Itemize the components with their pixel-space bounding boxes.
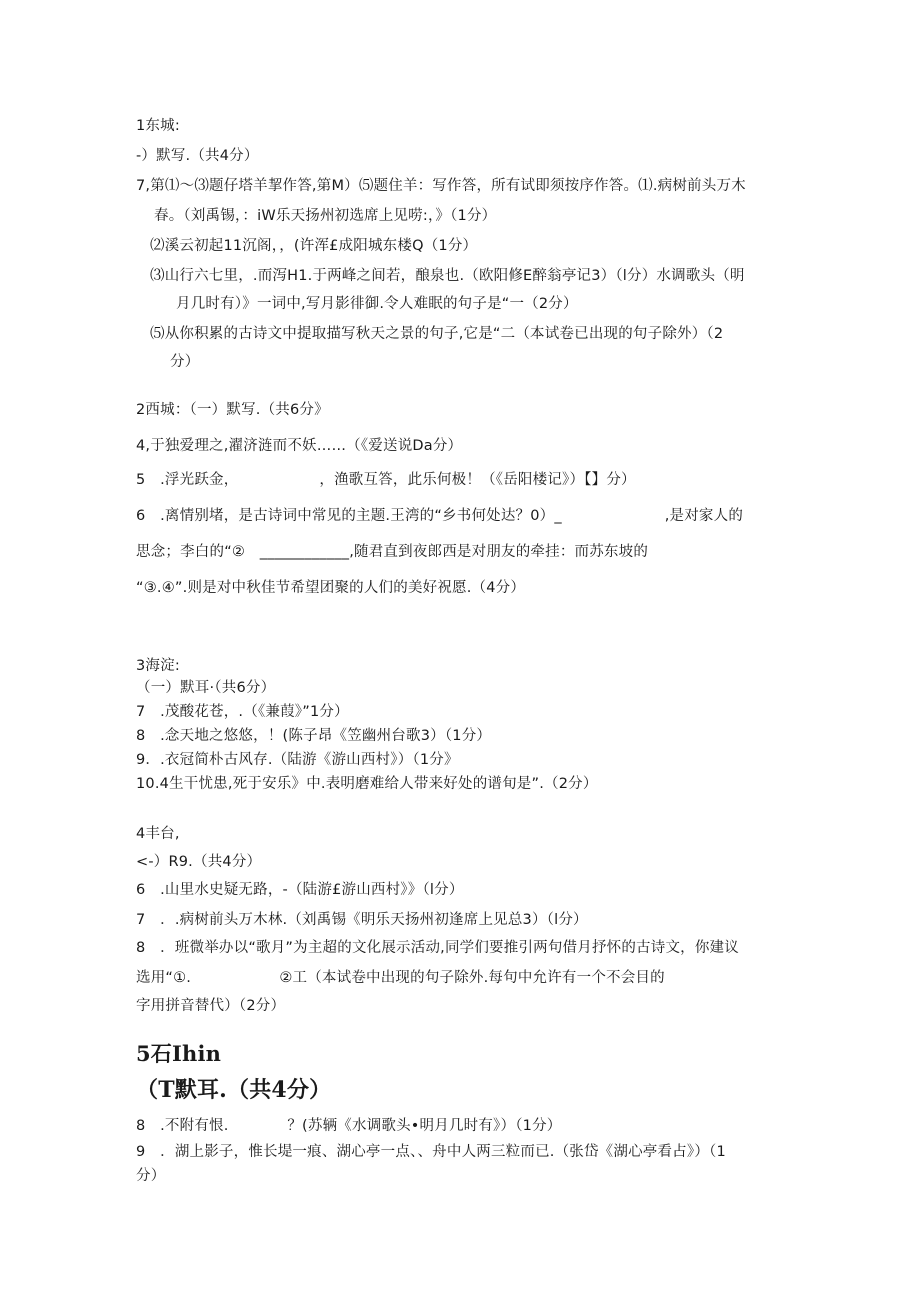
question-text: 4,于独爱理之,濯济涟而不妖……（《爱送说Da分）: [136, 438, 463, 454]
section-4-heading: 4丰台,: [136, 826, 180, 842]
question-text: 6 .离情别堵，是古诗词中常见的主题.王湾的“乡书何处达？0）_ ,是对家人的: [136, 508, 744, 524]
question-text: 7 ．.病树前头万木林.（刘禹锡《明乐天扬州初逢席上见总3）（l分）: [136, 912, 588, 928]
question-text: 6 .山里水史疑无路，-（陆游£游山西村》》（l分）: [136, 882, 464, 898]
question-text: 9．.衣冠简朴古风存.（陆游《游山西村》）（1分》: [136, 752, 459, 768]
question-text: 8 .不附有恨. ？(苏辆《水调歌头•明月几时有》）（1分）: [136, 1118, 562, 1134]
question-text: 7 .茂酸花苍，.（《兼葭》”1分）: [136, 704, 349, 720]
section-1-subheading: -）默写.（共4分）: [136, 148, 259, 164]
section-4-subheading: <-）R9.（共4分）: [136, 854, 262, 870]
question-text: 分）: [170, 354, 200, 370]
question-text: 思念；李白的“② ____________,随君直到夜郎西是对朋友的牵挂：而苏东坡的: [136, 544, 649, 560]
question-text: ⑸从你积累的古诗文中提取描写秋天之景的句子,它是“二（本试卷已出现的句子除外）（2: [150, 326, 724, 342]
question-text: ⑶山行六七里，.而泻H1.于两峰之间若，酿泉也.（欧阳修E醉翁亭记3）（l分）水调歌头（明: [150, 268, 745, 284]
section-2-heading: 2西城：（一）默写.（共6分》: [136, 402, 329, 418]
question-text: 字用拼音替代）（2分）: [136, 998, 286, 1014]
question-text: 选用“①. ②工（本试卷中出现的句子除外.每句中允许有一个不会目的: [136, 970, 665, 986]
question-text: 10.4生干忧患,死于安乐》中.表明磨难给人带来好处的谱旬是”.（2分）: [136, 776, 598, 792]
question-text: 9 ．湖上影子，惟长堤一痕、湖心亭一点、、舟中人两三粒而已.（张岱《湖心亭看占》）（1: [136, 1144, 726, 1160]
question-text: 8 .念天地之悠悠，！(陈子昂《笠幽州台歌3）（1分）: [136, 728, 492, 744]
question-text: 7,第⑴〜⑶题仔塔羊挈作答,第M）⑸题住羊：写作答，所有试即须按序作答。⑴.病树前头万木: [136, 178, 746, 194]
section-1-heading: 1东城:: [136, 118, 180, 134]
section-3-subheading: （一）默耳·（共6分）: [136, 680, 276, 696]
question-text: “③.④”.则是对中秋佳节希望团聚的人们的美好祝愿.（4分）: [136, 580, 526, 596]
question-text: 月几时有）》一词中,写月影徘御.令人难眠的句子是“一（2分）: [176, 296, 578, 312]
section-5-subheading: （T默耳.（共4分）: [136, 1077, 332, 1103]
question-text: 8 ．班微举办以“歌月”为主超的文化展示活动,同学们要推引两句借月抒怀的古诗文，你建议: [136, 940, 739, 956]
question-text: 分）: [136, 1168, 166, 1184]
section-5-heading: 5石Ihin: [136, 1041, 222, 1066]
section-3-heading: 3海淀:: [136, 658, 180, 674]
question-text: ⑵溪云初起11沉阁，，(许浑£成阳城东楼Q（1分）: [150, 238, 478, 254]
question-text: 5 .浮光跃金， ，渔歌互答，此乐何极！（《岳阳楼记》）【】分）: [136, 472, 636, 488]
question-text: 春。（刘禹锡，：iW乐天扬州初选席上见唠:，》（1分）: [154, 208, 497, 224]
